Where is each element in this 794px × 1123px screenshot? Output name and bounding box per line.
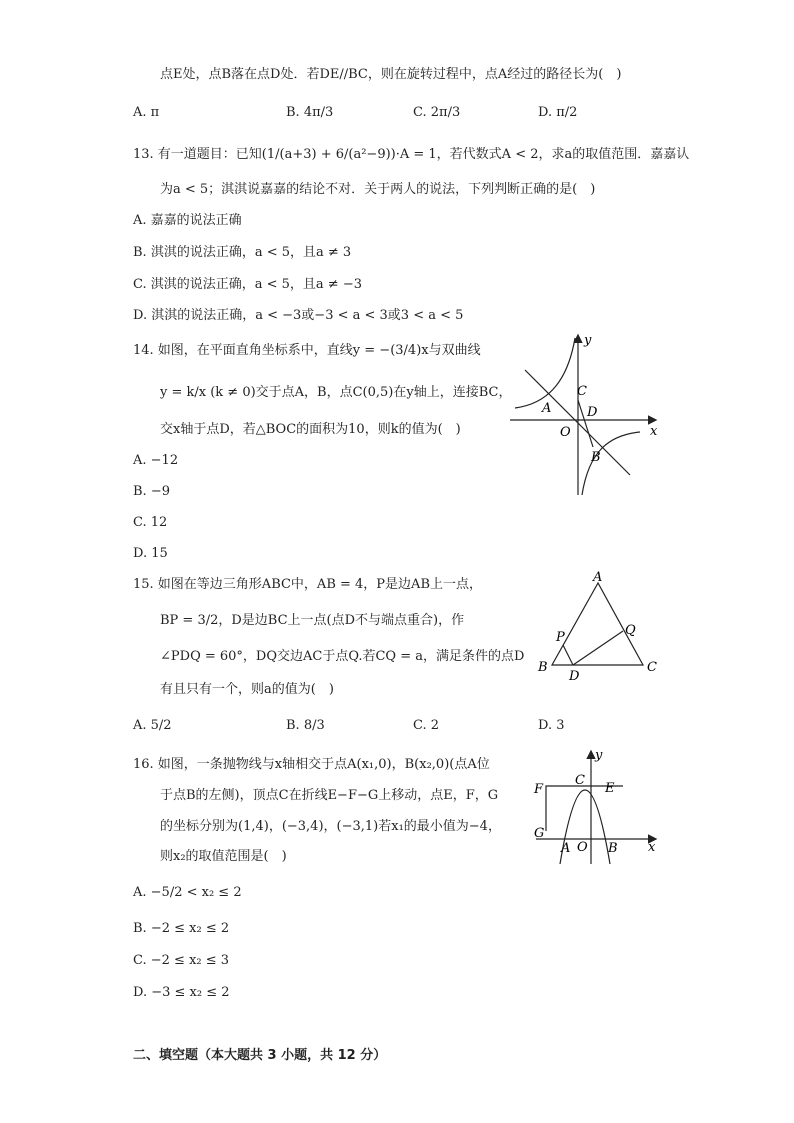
q14-label-c: C [577, 384, 587, 399]
q14-label-b: B [591, 450, 601, 465]
q14-line-3: 交x轴于点D，若△BOC的面积为10，则k的值为( ) [160, 422, 461, 437]
q14-option-b: B. −9 [133, 484, 170, 499]
q15-label-b: B [538, 660, 548, 675]
q13-option-a: A. 嘉嘉的说法正确 [133, 213, 242, 228]
q14-option-a: A. −12 [133, 453, 179, 468]
q16-figure [530, 746, 665, 870]
q15-option-a: A. 5/2 [133, 718, 172, 733]
q16-label-f: F [534, 782, 544, 797]
q12-option-d: D. π/2 [538, 105, 578, 120]
q12-option-c: C. 2π/3 [413, 105, 461, 120]
q16-label-x: x [648, 840, 656, 855]
q14-figure [505, 330, 665, 498]
q13-option-c: C. 淇淇的说法正确，a < 5，且a ≠ −3 [133, 277, 362, 292]
q16-label-g: G [534, 826, 545, 841]
q16-label-e: E [605, 781, 615, 796]
q15-segment-dq [573, 631, 623, 665]
q15-segment-pd [563, 645, 573, 665]
q15-figure [535, 568, 665, 686]
q16-line-2: 于点B的左侧)，顶点C在折线E−F−G上移动，点E，F，G [160, 788, 499, 803]
q15-line-2: BP = 3/2，D是边BC上一点(点D不与端点重合)，作 [160, 613, 465, 628]
q15-label-q: Q [625, 623, 636, 638]
q12-option-a: A. π [133, 105, 160, 120]
q16-line-1: 16. 如图，一条抛物线与x轴相交于点A(x₁,0)，B(x₂,0)(点A位 [133, 757, 490, 772]
q14-label-o: O [560, 425, 571, 440]
q16-label-b: B [608, 841, 618, 856]
q12-text: 点E处，点B落在点D处．若DE//BC，则在旋转过程中，点A经过的路径长为( ) [160, 67, 622, 82]
q16-line-4: 则x₂的取值范围是( ) [160, 849, 287, 864]
q15-line-1: 15. 如图在等边三角形ABC中，AB = 4，P是边AB上一点， [133, 577, 482, 592]
q15-option-c: C. 2 [413, 718, 440, 733]
q14-hyperbola-left [515, 338, 575, 408]
q15-label-d: D [569, 669, 580, 684]
q13-line-1: 13. 有一道题目：已知(1/(a+3) + 6/(a²−9))·A = 1，若代数式A < 2，求a的取值范围．嘉嘉认 [133, 147, 690, 162]
q14-option-c: C. 12 [133, 515, 168, 530]
q13-option-d: D. 淇淇的说法正确，a < −3或−3 < a < 3或3 < a < 5 [133, 308, 464, 323]
section-2-heading: 二、填空题（本大题共 3 小题，共 12 分） [133, 1048, 387, 1063]
q16-label-c: C [575, 773, 585, 788]
q14-label-x: x [650, 424, 658, 439]
q14-line-2: y = k/x (k ≠ 0)交于点A，B，点C(0,5)在y轴上，连接BC， [160, 385, 512, 400]
q14-line-1: 14. 如图，在平面直角坐标系中，直线y = −(3/4)x与双曲线 [133, 343, 481, 358]
q15-line-4: 有且只有一个，则a的值为( ) [160, 682, 334, 697]
q15-line-3: ∠PDQ = 60°，DQ交边AC于点Q.若CQ = a，满足条件的点D [160, 649, 525, 664]
q12-option-b: B. 4π/3 [286, 105, 334, 120]
q15-label-p: P [556, 630, 565, 645]
q16-option-c: C. −2 ≤ x₂ ≤ 3 [133, 953, 230, 968]
q16-option-d: D. −3 ≤ x₂ ≤ 2 [133, 985, 230, 1000]
q14-label-d: D [587, 405, 598, 420]
q14-option-d: D. 15 [133, 546, 168, 561]
q16-line-3: 的坐标分别为(1,4)，(−3,4)，(−3,1)若x₁的最小值为−4， [160, 819, 501, 834]
q15-option-b: B. 8/3 [286, 718, 325, 733]
q16-label-o: O [577, 840, 588, 855]
q14-label-a: A [542, 401, 552, 416]
q15-option-d: D. 3 [538, 718, 565, 733]
q14-label-y: y [584, 333, 592, 348]
q13-line-2: 为a < 5；淇淇说嘉嘉的结论不对．关于两人的说法，下列判断正确的是( ) [160, 182, 596, 197]
q16-label-a: A [561, 841, 571, 856]
q16-option-a: A. −5/2 < x₂ ≤ 2 [133, 885, 242, 900]
q13-option-b: B. 淇淇的说法正确，a < 5，且a ≠ 3 [133, 245, 352, 260]
q16-label-y: y [595, 748, 603, 763]
q16-option-b: B. −2 ≤ x₂ ≤ 2 [133, 921, 230, 936]
q15-label-a: A [593, 570, 603, 585]
q15-label-c: C [647, 660, 657, 675]
